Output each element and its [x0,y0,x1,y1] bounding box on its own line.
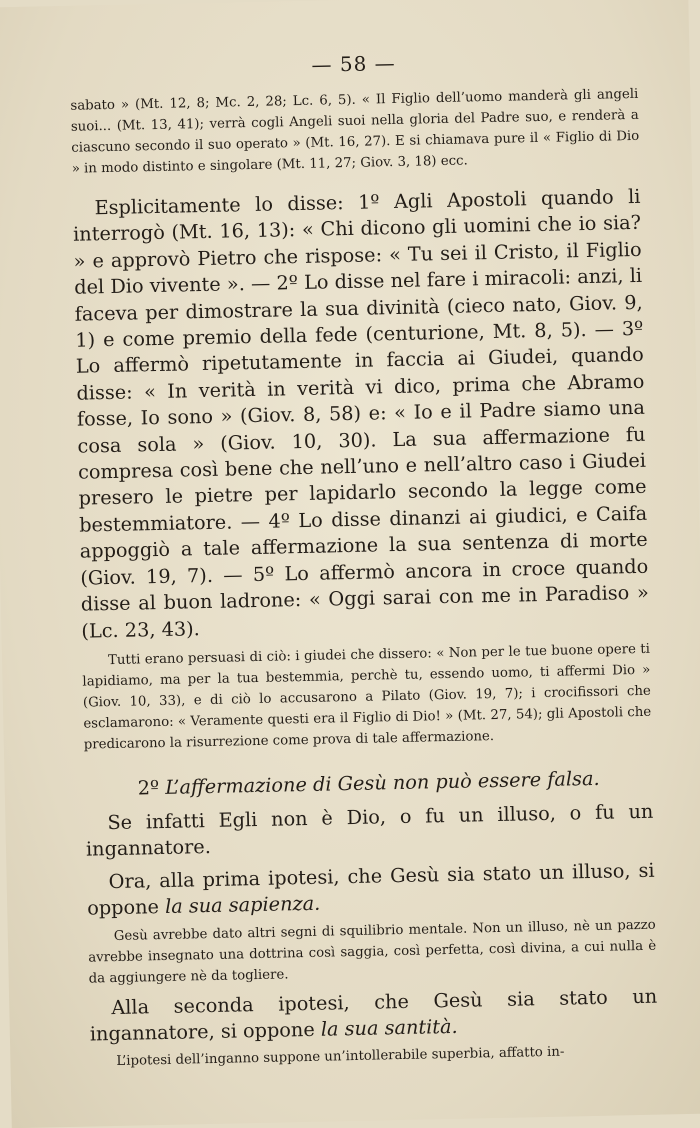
paragraph-second-hypothesis-text: Alla seconda ipotesi, che Gesù sia stato un ingannatore, si oppone [89,984,658,1046]
section-heading [84,766,652,801]
paragraph-first-hypothesis [86,857,655,922]
section-title: L’affermazione di Gesù non può essere falsa. [165,766,600,799]
page-number: — 58 — [311,50,396,77]
note-deception: L’ipotesi dell’inganno suppone un’intollerabile superbia, affatto in- [116,1044,565,1070]
paragraph-second-hypothesis [89,983,658,1048]
note-believers: Tutti erano persuasi di ciò: i giudei che dissero: « Non per le tue buone opere ti lapidiamo, ma per la tua bestemmia, perchè tu, essendo uomo, ti affermi Dio » (Giov. 10, 33), e di ciò lo accusarono a Pilato (Giov. 19, 7); i crocifissori che esclamarono: « Veramente questi era il Figlio di Dio! » (Mt. 27, 54); gli Apostoli che predicarono la risurrezione come prova di tale affermazione. [82,641,652,753]
note-wisdom: Gesù avrebbe dato altri segni di squilibrio mentale. Non un illuso, nè un pazzo avrebbe insegnato una dottrina così saggia, così perfetta, così divina, a cui nulla è da aggiungere nè da togliere. [88,917,657,987]
paragraph-first-hypothesis-text: Ora, alla prima ipotesi, che Gesù sia stato un illuso, si oppone [86,858,655,920]
section-number: 2º [137,775,160,800]
wisdom-emphasis: la sua sapienza. [164,891,321,919]
top-note: sabato » (Mt. 12, 8; Mc. 2, 28; Lc. 6, 5). « Il Figlio dell’uomo manderà gli angeli suoi... (Mt. 13, 41); verrà cogli Angeli suoi nella gloria del Padre suo, e renderà a ciascuno secondo il suo operato » (Mt. 16, 27). E si chiamava pure il « Figlio di Dio » in modo distinto e singolare (Mt. 11, 27; Giov. 3, 18) ecc. [70,86,640,177]
holiness-emphasis: la sua santità. [320,1014,458,1041]
paragraph-hypotheses: Se infatti Egli non è Dio, o fu un illuso, o fu un ingannatore. [85,799,654,861]
main-paragraph: Esplicitamente lo disse: 1º Agli Apostoli quando li interrogò (Mt. 16, 13): « Chi dicono gli uomini che io sia? » e approvò Pietro che rispose: « Tu sei il Cristo, il Figlio del Dio vivente ». — 2º Lo disse nel fare i miracoli: anzi, li faceva per dimostrare la sua divinità (cieco nato, Giov. 9, 1) e come premio della fede (centurione, Mt. 8, 5). — 3º Lo affermò ripetutamente in faccia ai Giudei, quando disse: « In verità in verità vi dico, prima che Abramo fosse, Io sono » (Giov. 8, 58) e: « Io e il Padre siamo una cosa sola » (Giov. 10, 30). La sua affermazione fu compresa così bene che nell’uno e nell’altro caso i Giudei presero le pietre per lapidarlo secondo la legge come bestemmiatore. — 4º Lo disse dinanzi ai giudici, e Caifa appoggiò a tale affermazione la sua sentenza di morte (Giov. 19, 7). — 5º Lo affermò ancora in croce quando disse al buon ladrone: « Oggi sarai con me in Paradiso » (Lc. 23, 43). [72,184,649,643]
